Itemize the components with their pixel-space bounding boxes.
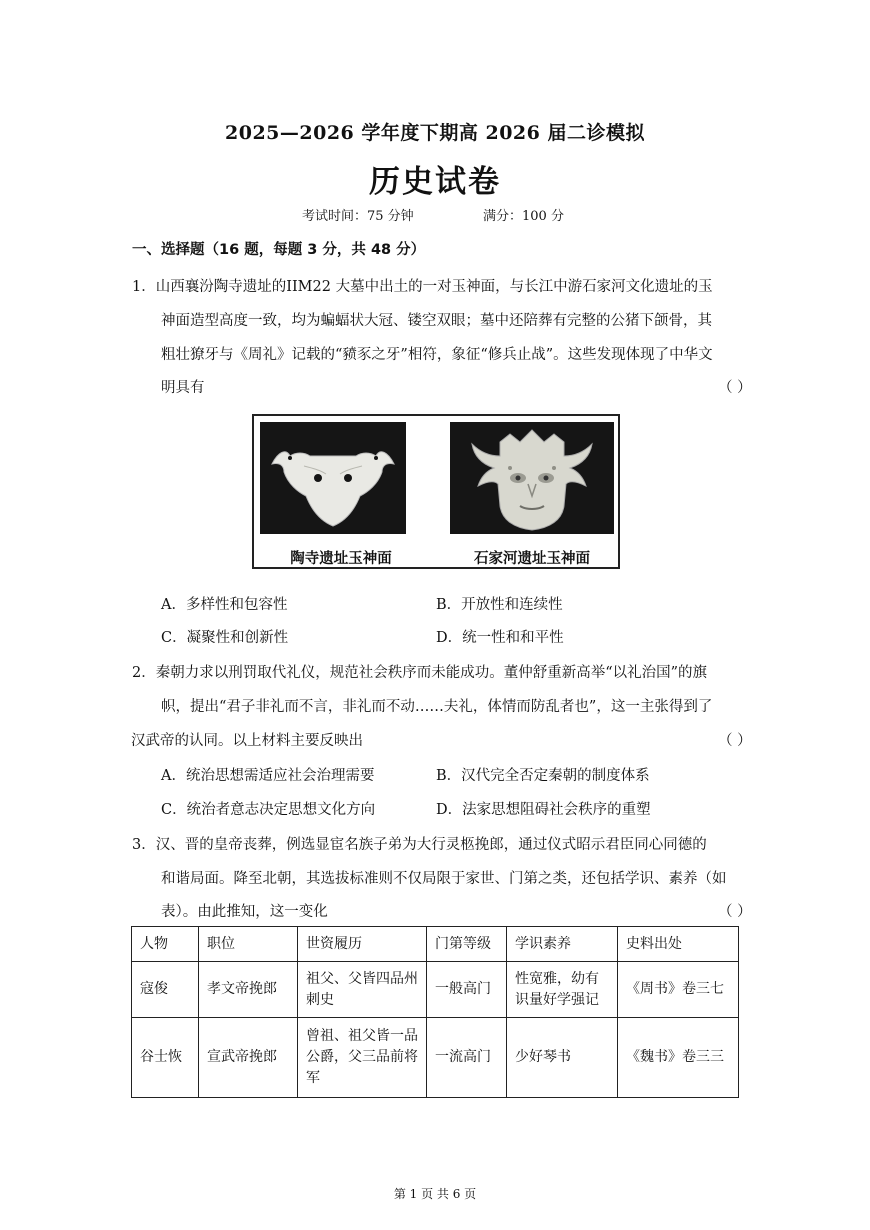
table-row	[132, 1018, 739, 1098]
q1-option-a[interactable]: A．多样性和包容性	[161, 597, 288, 613]
q2-option-b[interactable]: B．汉代完全否定秦朝的制度体系	[436, 768, 650, 784]
q1-option-b[interactable]: B．开放性和连续性	[436, 597, 563, 613]
table-cell: 一流高门	[427, 1018, 507, 1098]
figure-caption-right: 石家河遗址玉神面	[474, 550, 590, 567]
figure-caption-left: 陶寺遗址玉神面	[290, 550, 392, 567]
exam-title: 历史试卷	[369, 164, 501, 200]
table-cell: 宣武帝挽郎	[199, 1018, 298, 1098]
table-header-cell: 职位	[199, 927, 298, 962]
table-header-row	[132, 927, 739, 962]
table-header-cell: 史料出处	[618, 927, 739, 962]
q2-option-a[interactable]: A．统治思想需适应社会治理需要	[161, 768, 375, 784]
q1-figure	[252, 414, 620, 569]
table-row	[132, 962, 739, 1018]
q1-stem-line3: 粗壮獠牙与《周礼》记载的“豮豕之牙”相符，象征“修兵止战”。这些发现体现了中华文	[161, 347, 713, 363]
q3-stem-line3: 表）。由此推知，这一变化	[161, 904, 328, 920]
table-cell: 孝文帝挽郎	[199, 962, 298, 1018]
table-cell: 少好琴书	[507, 1018, 618, 1098]
q1-stem-line1: 1．山西襄汾陶寺遗址的IIM22 大墓中出土的一对玉神面，与长江中游石家河文化遗址的玉	[132, 279, 713, 295]
table-cell: 曾祖、祖父皆一品公爵，父三品前将军	[298, 1018, 427, 1098]
full-score: 满分：100 分	[483, 209, 564, 224]
q1-stem-line2: 神面造型高度一致，均为蝙蝠状大冠、镂空双眼；墓中还陪葬有完整的公猪下颌骨，其	[161, 313, 712, 329]
q1-option-c[interactable]: C．凝聚性和创新性	[161, 630, 289, 646]
q2-stem-line2: 帜，提出“君子非礼而不言，非礼而不动……夫礼，体情而防乱者也”，这一主张得到了	[161, 699, 713, 715]
table-header-cell: 人物	[132, 927, 199, 962]
q2-stem-line1: 2．秦朝力求以刑罚取代礼仪，规范社会秩序而未能成功。董仲舒重新高举“以礼治国”的旗	[132, 665, 708, 681]
q2-option-d[interactable]: D．法家思想阻碍社会秩序的重塑	[436, 802, 651, 818]
q1-stem-line4: 明具有	[161, 380, 205, 396]
q2-stem-line3: 汉武帝的认同。以上材料主要反映出	[131, 733, 363, 749]
table-header-cell: 世资履历	[298, 927, 427, 962]
page-footer: 第 1 页 共 6 页	[393, 1187, 477, 1201]
q1-option-d[interactable]: D．统一性和和平性	[436, 630, 564, 646]
q3-stem-line1: 3．汉、晋的皇帝丧葬，例选显宦名族子弟为大行灵柩挽郎，通过仪式昭示君臣同心同德的	[132, 837, 707, 853]
exam-time: 考试时间：75 分钟	[302, 209, 414, 224]
shijiahe-jade-mask-image	[450, 422, 614, 534]
table-cell: 祖父、父皆四品州刺史	[298, 962, 427, 1018]
table-header-cell: 学识素养	[507, 927, 618, 962]
q3-table	[131, 926, 739, 1098]
table-cell: 《周书》卷三七	[618, 962, 739, 1018]
taosi-jade-mask-image	[260, 422, 406, 534]
q1-answer-paren: （ ）	[718, 380, 752, 396]
table-cell: 《魏书》卷三三	[618, 1018, 739, 1098]
table-header-cell: 门第等级	[427, 927, 507, 962]
section-heading: 一、选择题（16 题，每题 3 分，共 48 分）	[132, 242, 426, 258]
q2-option-c[interactable]: C．统治者意志决定思想文化方向	[161, 802, 376, 818]
exam-title-line1: 2025—2026 学年度下期高 2026 届二诊模拟	[225, 122, 645, 144]
table-cell: 谷士恢	[132, 1018, 199, 1098]
q2-answer-paren: （ ）	[718, 733, 752, 749]
q3-stem-line2: 和谐局面。降至北朝，其选拔标准则不仅局限于家世、门第之类，还包括学识、素养（如	[161, 871, 727, 887]
table-cell: 性宽雅，幼有识量好学强记	[507, 962, 618, 1018]
table-cell: 寇俊	[132, 962, 199, 1018]
table-cell: 一般高门	[427, 962, 507, 1018]
q3-answer-paren: （ ）	[718, 904, 752, 920]
